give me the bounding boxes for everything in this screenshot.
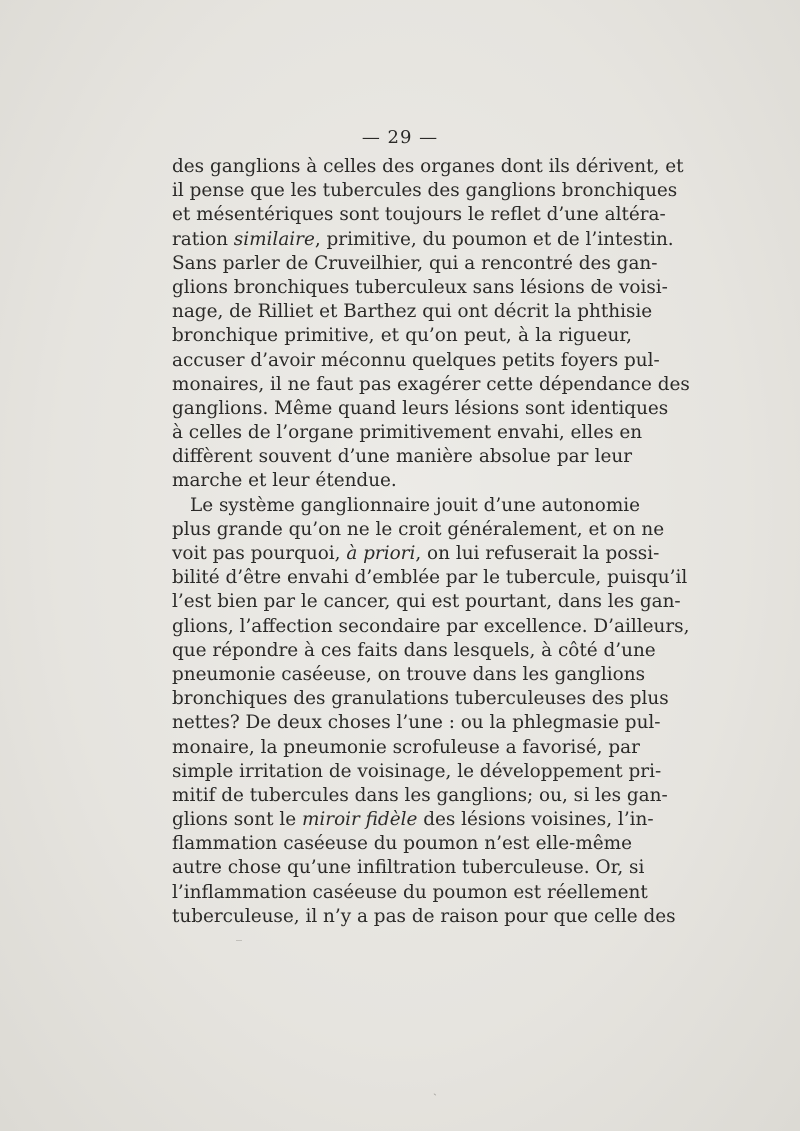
text-segment: Sans parler de Cruveilhier, qui a rencontré des gan-: [172, 252, 658, 274]
text-segment: l’inflammation caséeuse du poumon est réellement: [172, 881, 648, 903]
text-line: [172, 639, 656, 663]
paper-speck: ˏ: [433, 1082, 437, 1096]
text-segment: à celles de l’organe primitivement envahi, elles en: [172, 422, 643, 444]
text-line: [172, 518, 665, 542]
text-line: [172, 445, 632, 469]
text-segment: l’est bien par le cancer, qui est pourtant, dans les gan-: [172, 591, 681, 613]
text-line: [172, 784, 668, 808]
text-line: [172, 663, 646, 687]
text-segment: que répondre à ces faits dans lesquels, à côté d’une: [172, 639, 656, 661]
italic-phrase: similaire: [233, 228, 315, 250]
text-segment: monaire, la pneumonie scrofuleuse a favorisé, par: [172, 736, 640, 758]
text-line: [172, 808, 654, 832]
text-segment: monaires, il ne faut pas exagérer cette dépendance des: [172, 373, 690, 395]
text-segment: accuser d’avoir méconnu quelques petits foyers pul-: [172, 349, 660, 371]
italic-phrase: miroir fidèle: [301, 809, 418, 831]
text-segment: Le système ganglionnaire jouit d’une autonomie: [190, 494, 641, 516]
text-segment: bronchiques des granulations tuberculeuses des plus: [172, 688, 669, 710]
text-segment: pneumonie caséeuse, on trouve dans les ganglions: [172, 663, 646, 685]
body-text: [172, 155, 690, 929]
text-line: [172, 687, 669, 711]
text-segment: plus grande qu’on ne le croit généralement, et on ne: [172, 518, 665, 540]
text-line: [172, 228, 674, 252]
text-line: [172, 179, 678, 203]
page-number: — 29 —: [361, 127, 439, 148]
text-segment: il pense que les tubercules des ganglions bronchiques: [172, 180, 678, 202]
text-line: [172, 760, 662, 784]
text-line: [172, 349, 660, 373]
text-line: [172, 276, 668, 300]
italic-phrase: à priori: [346, 543, 416, 564]
text-segment: des ganglions à celles des organes dont ils dérivent, et: [172, 156, 684, 177]
text-segment: ganglions. Même quand leurs lésions sont identiques: [172, 397, 669, 419]
text-line: [172, 856, 645, 880]
text-segment: bilité d’être envahi d’emblée par le tubercule, puisqu’il: [172, 567, 688, 589]
text-segment: , primitive, du poumon et de l’intestin.: [314, 228, 674, 250]
text-segment: ration: [172, 228, 234, 250]
text-segment: glions bronchiques tuberculeux sans lésions de voisi-: [172, 276, 668, 298]
text-segment: simple irritation de voisinage, le développement pri-: [172, 760, 662, 782]
text-line: [172, 736, 640, 760]
text-segment: , on lui refuserait la possi-: [415, 543, 660, 564]
text-line: [172, 397, 669, 421]
text-segment: voit pas pourquoi,: [172, 543, 347, 564]
text-segment: flammation caséeuse du poumon n’est elle-même: [172, 833, 632, 855]
text-segment: glions, l’affection secondaire par excellence. D’ailleurs,: [172, 615, 690, 637]
text-segment: des lésions voisines, l’in-: [417, 809, 654, 831]
text-line: [172, 469, 632, 493]
text-line: [172, 615, 690, 639]
text-segment: glions sont le: [172, 809, 302, 831]
text-line: [172, 542, 660, 566]
text-line: [172, 590, 681, 614]
text-segment: marche et leur étendue.: [172, 470, 397, 492]
text-line: [172, 252, 658, 276]
text-line: [172, 203, 666, 227]
paper-speck: ‾: [236, 938, 242, 952]
text-line: [172, 300, 653, 324]
text-line: [172, 494, 641, 518]
text-segment: et mésentériques sont toujours le reflet d’une altéra-: [172, 204, 666, 226]
text-segment: nage, de Rilliet et Barthez qui ont décrit la phthisie: [172, 301, 653, 323]
text-segment: bronchique primitive, et qu’on peut, à la rigueur,: [172, 325, 632, 347]
text-segment: autre chose qu’une infiltration tuberculeuse. Or, si: [172, 857, 645, 879]
text-line: [172, 905, 676, 929]
text-line: [172, 832, 632, 856]
text-segment: tuberculeuse, il n’y a pas de raison pour que celle des: [172, 905, 676, 927]
text-line: [172, 881, 648, 905]
text-line: [172, 324, 632, 348]
text-line: [172, 566, 688, 590]
text-line: [172, 373, 690, 397]
text-segment: mitif de tubercules dans les ganglions; ou, si les gan-: [172, 784, 668, 806]
text-line: [172, 711, 661, 735]
text-segment: diffèrent souvent d’une manière absolue par leur: [172, 446, 632, 468]
text-line: [172, 155, 684, 179]
text-segment: nettes? De deux choses l’une : ou la phlegmasie pul-: [172, 712, 661, 734]
text-line: [172, 421, 643, 445]
